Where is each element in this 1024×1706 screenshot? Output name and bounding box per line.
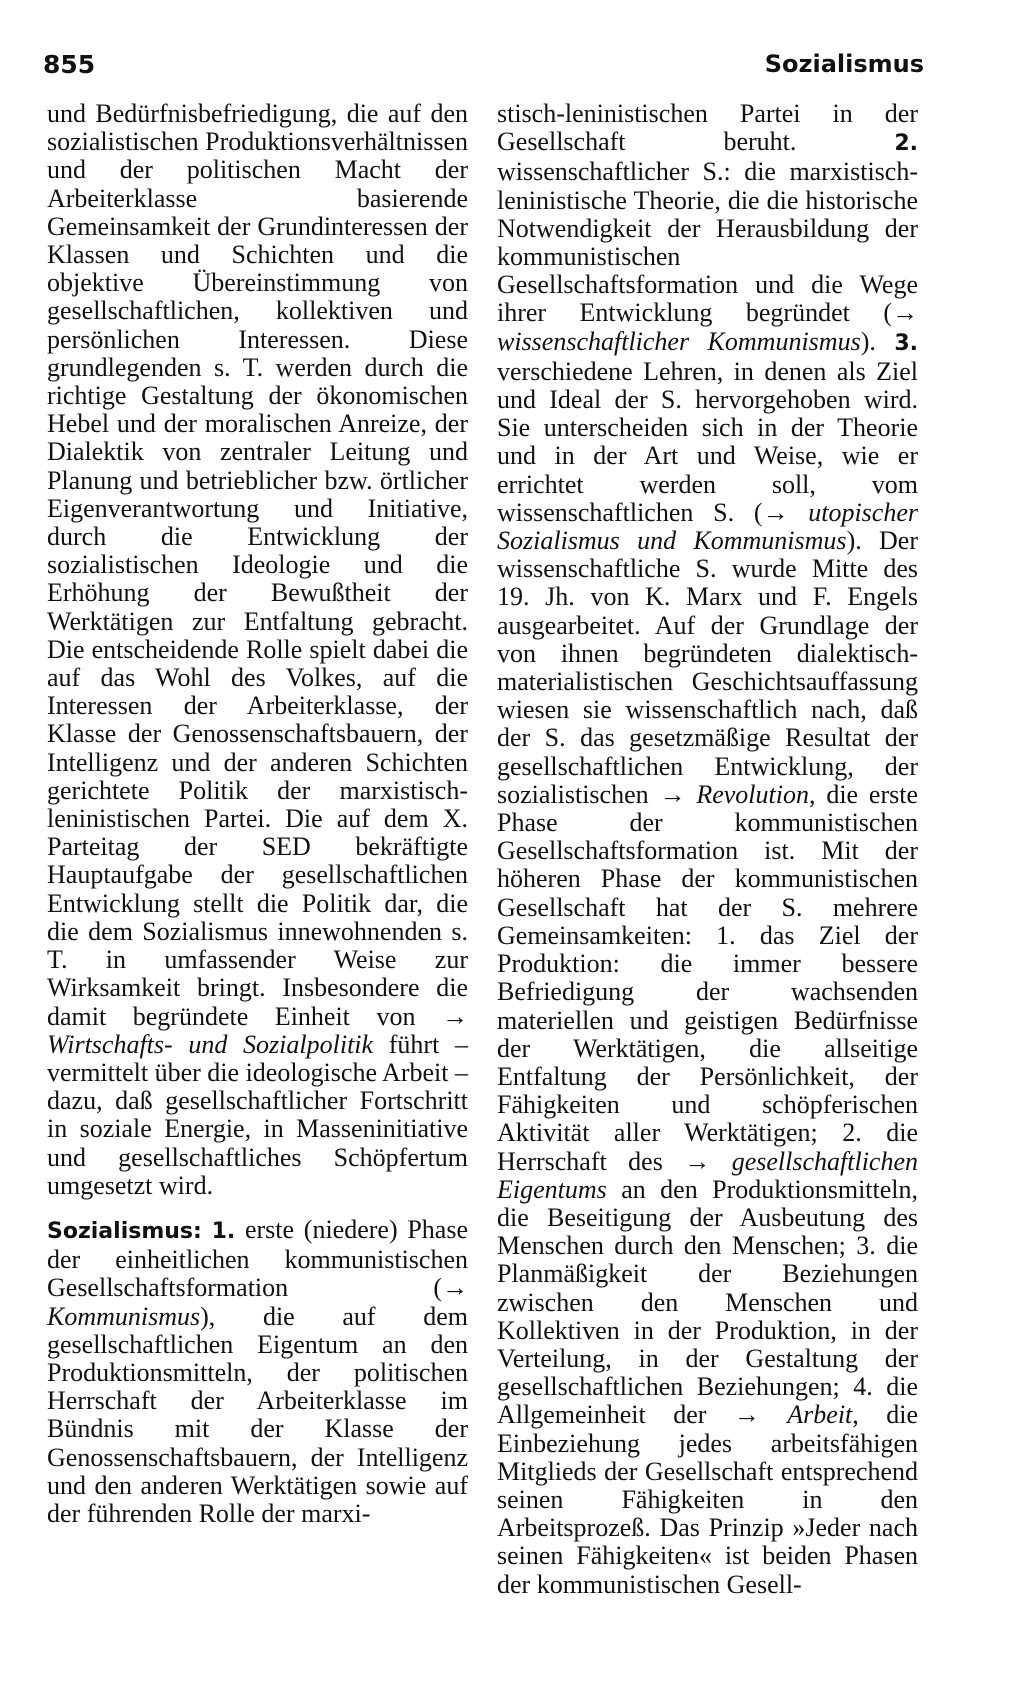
page-number: 855: [43, 50, 96, 79]
cross-reference: utopischer Sozialismus und Kommunismus: [497, 497, 918, 556]
running-head: Sozialismus: [764, 50, 924, 78]
right-column: [497, 100, 918, 1599]
cross-reference: Arbeit: [787, 1400, 853, 1430]
text-run: ).: [860, 326, 895, 356]
text-run: verschiedene Lehren, in denen als Ziel und Ideal der S. hervorgehoben wird. Sie unterscheiden sich in der Theorie und in der Art und Weise, wie er errichtet werden soll, vom wissenschaftlichen S. (→: [497, 356, 918, 527]
sense-number: 2.: [894, 131, 918, 157]
sense-number: 3.: [894, 330, 918, 356]
cross-reference: Wirtschafts- und Sozialpolitik: [47, 1029, 374, 1059]
text-run: [202, 1215, 212, 1244]
text-run: wissenschaftlicher S.: die marxistisch-leninistische Theorie, die die historische Notwendigkeit der Herausbildung der kommunistischen Gesellschaftsformation und die Wege ihrer Entwicklung begründet (→: [497, 157, 918, 328]
text-run: ), die auf dem gesellschaftlichen Eigentum an den Produktionsmitteln, der politischen Herrschaft der Arbeiterklasse im Bündnis mit der Klasse der Genossenschaftsbauern, der Intelligenz und den anderen Werktätigen sowie auf der führenden Rolle der marxi-: [47, 1301, 468, 1528]
cross-reference: Kommunismus: [47, 1301, 201, 1331]
text-run: und Bedürfnisbefriedigung, die auf den sozialistischen Produktionsverhältnissen und der politischen Macht der Arbeiterklasse basierende Gemeinsamkeit der Grundinteressen der Klassen und Schichten und die objektive Übereinstimmung von gesellschaftlichen, kollektiven und persönlichen Interessen. Diese grundlegenden s. T. werden durch die richtige Gestaltung der ökonomischen Hebel und der moralischen Anreize, der Dialektik von zentraler Leitung und Planung und betrieblicher bzw. örtlicher Eigenverantwortung und Initiative, durch die Entwicklung der sozialistischen Ideologie und die Erhöhung der Bewußtheit der Werktätigen zur Entfaltung gebracht. Die entscheidende Rolle spielt dabei die auf das Wohl des Volkes, auf die Interessen der Arbeiterklasse, der Klasse der Genossenschaftsbauern, der Intelligenz und der anderen Schichten gerichtete Politik der marxistisch-leninistischen Partei. Die auf dem X. Parteitag der SED bekräftigte Hauptaufgabe der gesellschaftlichen Entwicklung stellt die Politik dar, die die dem Sozialismus innewohnenden s. T. in umfassender Weise zur Wirksamkeit bringt. Insbesondere die damit begründete Einheit von →: [47, 99, 469, 1031]
left-column: [47, 100, 468, 1528]
text-run: stisch-leninistischen Partei in der Gesellschaft beruht.: [497, 99, 918, 157]
text-run: führt – vermittelt über die ideologische Arbeit – dazu, daß gesellschaftlicher Fortschritt in soziale Energie, in Masseninitiative und gesellschaftliches Schöpfertum umgesetzt wird.: [47, 1029, 468, 1200]
sense-number: 1.: [211, 1218, 236, 1244]
entry-sozialismus: [47, 1216, 468, 1528]
text-run: erste (niedere) Phase der einheitlichen kommunistischen Gesellschaftsformation (→: [47, 1214, 469, 1303]
text-run: ). Der wissenschaftliche S. wurde Mitte des 19. Jh. von K. Marx und F. Engels ausgearbeitet. Auf der Grundlage der von ihnen begründeten dialektisch-materialistischen Geschichtsauffassung wiesen sie wissenschaftlich nach, daß der S. das gesetzmäßige Resultat der gesellschaftlichen Entwicklung, der sozialistischen →: [497, 526, 919, 809]
paragraph-continuation: [47, 100, 468, 1200]
text-run: , die erste Phase der kommunistischen Gesellschaftsformation ist. Mit der höheren Phase der kommunistischen Gesellschaft hat der S. mehrere Gemeinsamkeiten: 1. das Ziel der Produktion: die immer bessere Befriedigung der wachsenden materiellen und geistigen Bedürfnisse der Werktätigen, die allseitige Entfaltung der Persönlichkeit, der Fähigkeiten und schöpferischen Aktivität aller Werktätigen; 2. die Herrschaft des →: [497, 779, 918, 1176]
text-run: an den Produktionsmitteln, die Beseitigung der Ausbeutung des Menschen durch den Menschen; 3. die Planmäßigkeit der Beziehungen zwischen den Menschen und Kollektiven in der Produktion, in der Verteilung, in der Gestaltung der gesellschaftlichen Beziehungen; 4. die Allgemeinheit der →: [497, 1174, 918, 1430]
cross-reference: gesellschaftlichen Eigentums: [497, 1146, 918, 1204]
text-run: , die Einbeziehung jedes arbeitsfähigen Mitglieds der Gesellschaft entsprechend seinen Fähigkeiten in den Arbeitsprozeß. Das Prinzip »Jeder nach seinen Fähigkeiten« ist beiden Phasen der kommunistischen Gesell-: [497, 1400, 919, 1599]
entry-sozialismus-continued: [497, 100, 918, 1599]
headword: Sozialismus:: [47, 1218, 202, 1244]
cross-reference: Revolution: [696, 779, 809, 809]
cross-reference: wissenschaftlicher Kommunismus: [497, 326, 861, 356]
